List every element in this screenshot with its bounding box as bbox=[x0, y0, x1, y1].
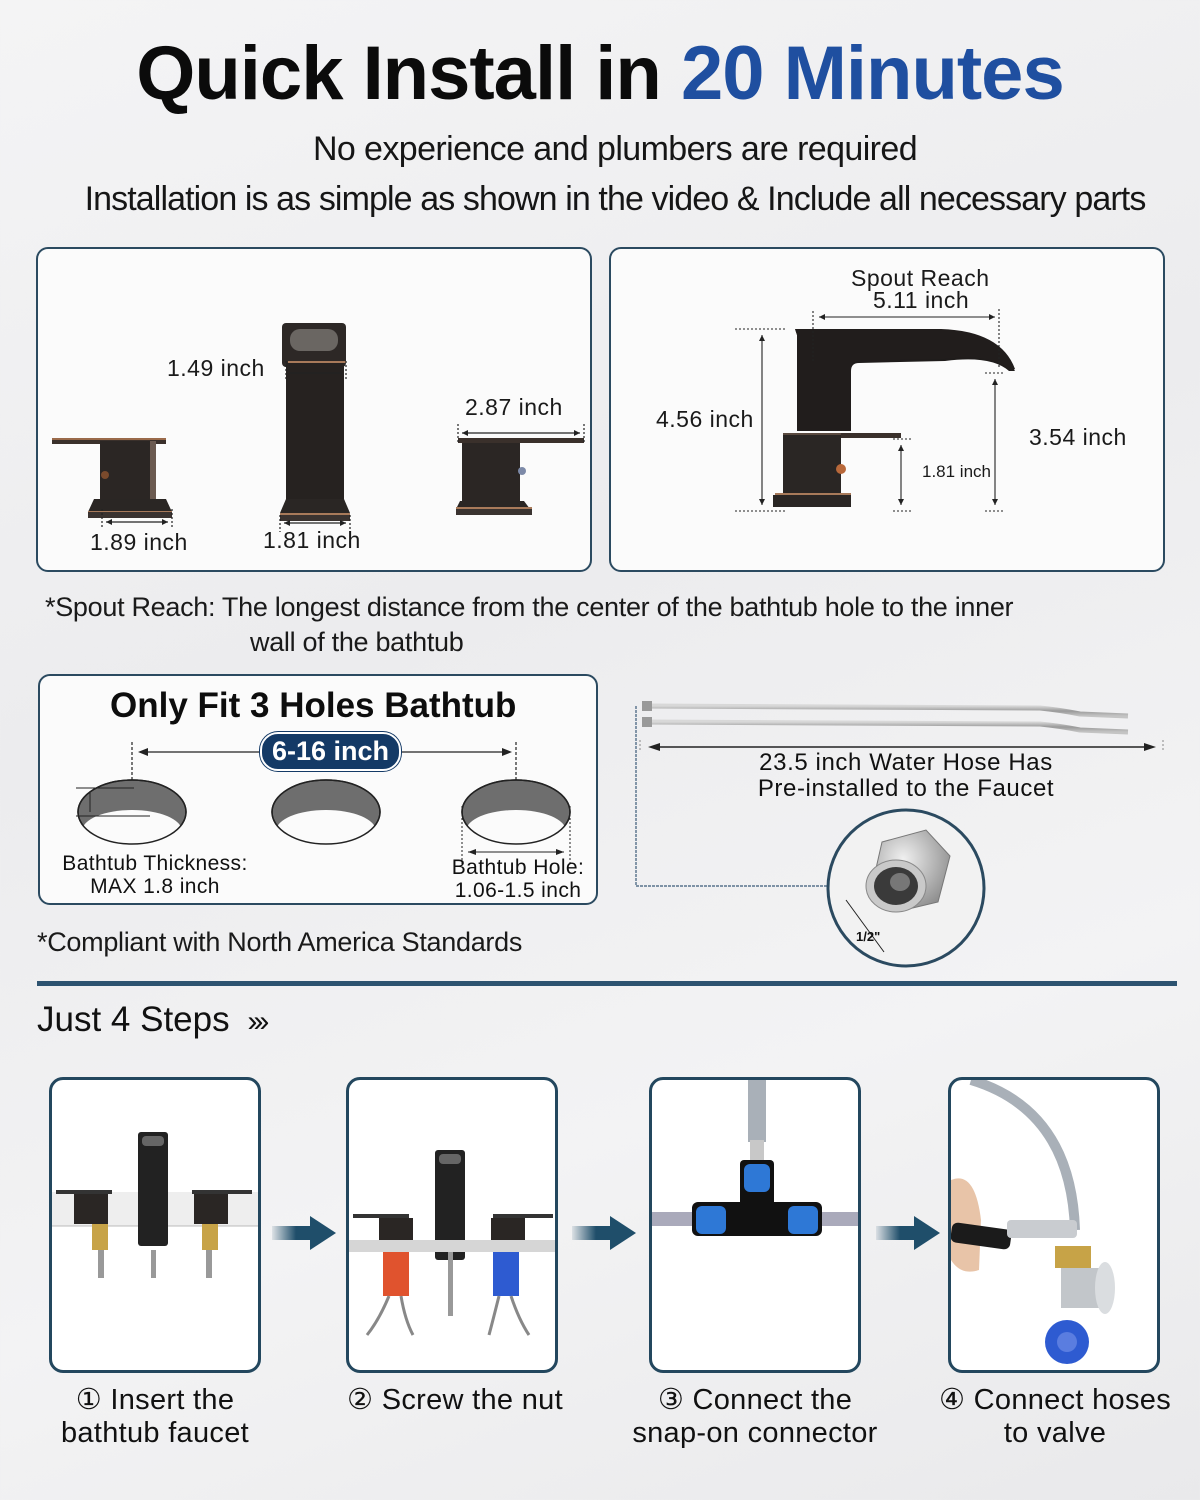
spout-reach-value: 5.11 inch bbox=[873, 287, 970, 313]
front-dimensions-card bbox=[36, 247, 592, 572]
hole-spacing-badge: 6-16 inch bbox=[260, 732, 401, 771]
step-2-label: ② Screw the nut bbox=[347, 1384, 563, 1416]
arrow-right-icon bbox=[272, 1216, 336, 1250]
steps-heading bbox=[37, 1000, 265, 1040]
thickness-label: Bathtub Thickness: bbox=[62, 852, 248, 875]
left-base-label: 1.89 inch bbox=[90, 529, 188, 555]
spout-base-label: 1.81 inch bbox=[263, 527, 361, 553]
title-accent: 20 Minutes bbox=[680, 31, 1064, 116]
subtitle-line-2: Installation is as simple as shown in the video & Include all necessary parts bbox=[84, 180, 1146, 218]
step-1-label: ① Insert the bathtub faucet bbox=[60, 1384, 249, 1449]
step-2-number: ② bbox=[347, 1384, 374, 1416]
thickness-info bbox=[50, 852, 260, 898]
page-title bbox=[0, 30, 1200, 117]
step-1-image bbox=[49, 1077, 261, 1373]
connect-valve-illustration bbox=[951, 1080, 1160, 1373]
total-height-label: 4.56 inch bbox=[656, 406, 754, 432]
step-4-number: ④ bbox=[938, 1384, 966, 1416]
fit-title: Only Fit 3 Holes Bathtub bbox=[110, 686, 517, 725]
spout-reach-note-line-1: *Spout Reach: The longest distance from the center of the bathtub hole to the inner bbox=[45, 592, 1014, 622]
spout-reach-note-line-2: wall of the bathtub bbox=[250, 627, 464, 657]
arrow-right-icon bbox=[572, 1216, 636, 1250]
step-2-image bbox=[346, 1077, 558, 1373]
hole-value: 1.06-1.5 inch bbox=[454, 879, 582, 902]
handle-width-label: 2.87 inch bbox=[465, 394, 563, 420]
arrow-right-icon bbox=[876, 1216, 940, 1250]
hose-text-line-1: 23.5 inch Water Hose Has bbox=[759, 749, 1053, 776]
step-4-label: ④ Connect hoses to valve bbox=[938, 1384, 1172, 1449]
spout-height-label: 3.54 inch bbox=[1029, 424, 1127, 450]
snap-connector-illustration bbox=[652, 1080, 861, 1373]
title-main: Quick Install in bbox=[136, 31, 681, 116]
step-1-number: ① bbox=[75, 1384, 103, 1416]
step-3-number: ③ bbox=[657, 1384, 685, 1416]
water-hose-illustration bbox=[620, 690, 1180, 990]
side-dimensions-card bbox=[609, 247, 1165, 572]
step-4-image bbox=[948, 1077, 1160, 1373]
spout-width-label: 1.49 inch bbox=[167, 355, 265, 381]
step-3-label: ③ Connect the snap-on connector bbox=[632, 1384, 878, 1449]
thickness-value: MAX 1.8 inch bbox=[90, 875, 220, 898]
hole-label: Bathtub Hole: bbox=[451, 856, 585, 879]
chevrons-right-icon: ››› bbox=[247, 1005, 266, 1038]
screw-nut-illustration bbox=[349, 1080, 558, 1373]
hose-description bbox=[700, 750, 1112, 802]
insert-faucet-illustration bbox=[52, 1080, 261, 1373]
hole-info bbox=[438, 856, 598, 902]
section-divider bbox=[37, 981, 1177, 986]
subtitle-line-1: No experience and plumbers are required bbox=[312, 130, 918, 168]
compliance-note: *Compliant with North America Standards bbox=[37, 927, 523, 957]
step-3-image bbox=[649, 1077, 861, 1373]
steps-heading-text: Just 4 Steps bbox=[37, 1000, 230, 1039]
spout-reach-label: Spout Reach bbox=[851, 265, 990, 291]
bathtub-fit-card bbox=[38, 674, 598, 905]
hose-text-line-2: Pre-installed to the Faucet bbox=[757, 775, 1055, 802]
fitting-size-label: 1/2" bbox=[856, 929, 881, 944]
handle-height-label: 1.81 inch bbox=[922, 462, 991, 481]
